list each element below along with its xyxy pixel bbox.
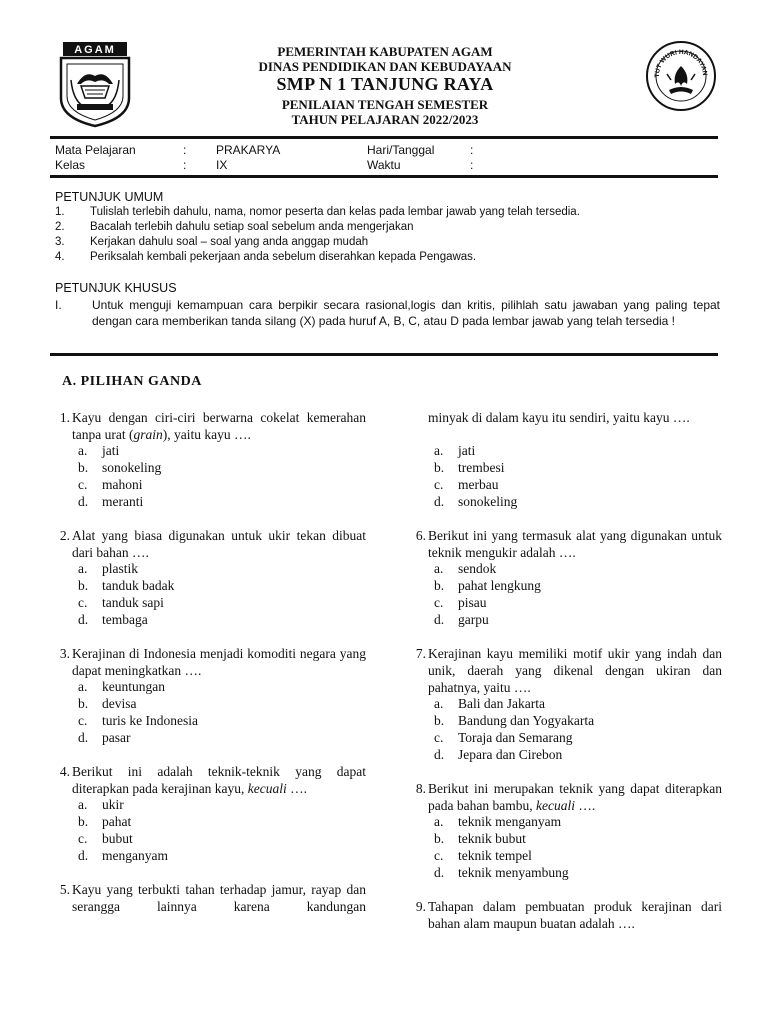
option-text: tanduk badak bbox=[102, 578, 175, 593]
tut-wuri-handayani-logo-icon bbox=[645, 40, 717, 112]
subject-value: PRAKARYA bbox=[216, 143, 281, 157]
exam-title: PENILAIAN TENGAH SEMESTER bbox=[281, 97, 489, 112]
question-5 bbox=[48, 881, 366, 921]
option-letter: d. bbox=[434, 494, 445, 509]
option-text: Bandung dan Yogyakarta bbox=[458, 713, 595, 728]
class-label: Kelas bbox=[55, 158, 86, 172]
general-item-text: Bacalah terlebih dahulu setiap soal sebelum anda mengerjakan bbox=[90, 221, 414, 233]
option-letter: d. bbox=[434, 865, 445, 880]
option-letter: d. bbox=[78, 848, 89, 863]
option-text: teknik menganyam bbox=[458, 814, 562, 829]
question-text-italic: kecuali bbox=[535, 798, 575, 813]
svg-text:TUT WURI HANDAYANI: TUT WURI HANDAYAN bbox=[653, 48, 709, 78]
option-text: trembesi bbox=[458, 460, 505, 475]
option-letter: a. bbox=[434, 696, 444, 711]
question-9 bbox=[404, 898, 722, 938]
option-letter: b. bbox=[78, 814, 89, 829]
option-letter: c. bbox=[78, 713, 88, 728]
option-letter: c. bbox=[434, 848, 444, 863]
time-colon: : bbox=[470, 158, 474, 172]
option-text: pasar bbox=[102, 730, 131, 745]
option-letter: c. bbox=[434, 477, 444, 492]
option-letter: b. bbox=[434, 460, 445, 475]
question-text-part: Berikut ini adalah teknik-teknik yang dapat diterapkan pada kerajinan kayu, bbox=[72, 764, 366, 796]
general-item-text: Kerjakan dahulu soal – soal yang anda anggap mudah bbox=[90, 236, 369, 248]
option-text: turis ke Indonesia bbox=[102, 713, 198, 728]
government-title: PEMERINTAH KABUPATEN AGAM bbox=[277, 44, 493, 59]
question-3 bbox=[48, 645, 366, 685]
option-letter: a. bbox=[78, 797, 88, 812]
special-instructions-title: PETUNJUK KHUSUS bbox=[55, 281, 177, 295]
option-text: teknik tempel bbox=[458, 848, 532, 863]
question-text-part: ), yaitu kayu …. bbox=[162, 427, 251, 442]
option-text: tembaga bbox=[102, 612, 148, 627]
question-text-part: …. bbox=[286, 781, 308, 796]
date-label: Hari/Tanggal bbox=[367, 143, 435, 157]
general-item-number: 1. bbox=[55, 206, 65, 218]
school-name: SMP N 1 TANJUNG RAYA bbox=[276, 74, 494, 94]
question-text: Alat yang biasa digunakan untuk ukir tekan dibuat dari bahan …. bbox=[72, 528, 366, 560]
option-letter: b. bbox=[434, 578, 445, 593]
option-text: mahoni bbox=[102, 477, 143, 492]
option-letter: c. bbox=[78, 595, 88, 610]
option-letter: c. bbox=[434, 730, 444, 745]
option-letter: a. bbox=[434, 443, 444, 458]
question-4 bbox=[48, 763, 366, 803]
option-text: jati bbox=[458, 443, 476, 458]
question-text-italic: kecuali bbox=[247, 781, 287, 796]
question-number: 4. bbox=[59, 764, 70, 779]
question-text: Kayu yang terbukti tahan terhadap jamur, rayap dan serangga lainnya karena kandungan bbox=[72, 882, 366, 914]
option-letter: d. bbox=[78, 730, 89, 745]
class-colon: : bbox=[183, 158, 187, 172]
option-text: sonokeling bbox=[102, 460, 162, 475]
question-7 bbox=[404, 645, 722, 701]
general-item-number: 3. bbox=[55, 236, 65, 248]
option-letter: d. bbox=[78, 612, 89, 627]
option-letter: a. bbox=[434, 814, 444, 829]
question-text: Kerajinan di Indonesia menjadi komoditi negara yang dapat meningkatkan …. bbox=[72, 646, 366, 678]
class-value: IX bbox=[216, 158, 228, 172]
question-text bbox=[72, 409, 366, 443]
question-text bbox=[428, 780, 722, 814]
option-text: Toraja dan Semarang bbox=[458, 730, 573, 745]
academic-year: TAHUN PELAJARAN 2022/2023 bbox=[291, 112, 479, 127]
general-item-number: 2. bbox=[55, 221, 65, 233]
question-text-italic: grain bbox=[133, 427, 163, 442]
subject-label: Mata Pelajaran bbox=[55, 143, 136, 157]
option-text: pahat bbox=[102, 814, 132, 829]
option-text: merbau bbox=[458, 477, 499, 492]
special-item-number: I. bbox=[55, 298, 62, 312]
question-8 bbox=[404, 780, 722, 820]
option-text: jati bbox=[102, 443, 120, 458]
question-6 bbox=[404, 527, 722, 567]
special-item-text: Untuk menguji kemampuan cara berpikir secara rasional,logis dan kritis, pilihlah satu jawaban yang paling tepat dengan cara memberikan tanda silang (X) pada huruf A, B, C, atau D pada lembar jawab yang telah tersedia ! bbox=[92, 298, 720, 328]
option-text: Bali dan Jakarta bbox=[458, 696, 545, 711]
date-colon: : bbox=[470, 143, 474, 157]
option-letter: a. bbox=[78, 561, 88, 576]
option-text: plastik bbox=[102, 561, 138, 576]
svg-text:AGAM: AGAM bbox=[74, 44, 116, 56]
option-letter: c. bbox=[78, 831, 88, 846]
agam-regency-logo-icon bbox=[55, 40, 135, 128]
question-1 bbox=[48, 409, 366, 449]
option-text: garpu bbox=[458, 612, 489, 627]
question-number: 9. bbox=[415, 899, 426, 914]
question-text-part: …. bbox=[574, 798, 596, 813]
option-text: devisa bbox=[102, 696, 137, 711]
option-text: Jepara dan Cirebon bbox=[458, 747, 563, 762]
question-number: 2. bbox=[59, 528, 70, 543]
question-text bbox=[72, 763, 366, 797]
option-letter: a. bbox=[78, 443, 88, 458]
question-number: 3. bbox=[59, 646, 70, 661]
option-text: sendok bbox=[458, 561, 497, 576]
option-text: teknik menyambung bbox=[458, 865, 569, 880]
option-text: ukir bbox=[102, 797, 124, 812]
general-item-number: 4. bbox=[55, 251, 65, 263]
option-text: teknik bubut bbox=[458, 831, 526, 846]
option-text: meranti bbox=[102, 494, 144, 509]
option-letter: b. bbox=[78, 460, 89, 475]
question-number: 1. bbox=[59, 410, 70, 425]
option-letter: c. bbox=[434, 595, 444, 610]
question-number: 7. bbox=[415, 646, 426, 661]
option-text: keuntungan bbox=[102, 679, 165, 694]
option-letter: b. bbox=[78, 696, 89, 711]
instructions-divider bbox=[50, 353, 718, 356]
option-letter: b. bbox=[434, 831, 445, 846]
question-number: 8. bbox=[415, 781, 426, 796]
option-letter: b. bbox=[78, 578, 89, 593]
header-divider bbox=[50, 136, 718, 139]
general-item-text: Tulislah terlebih dahulu, nama, nomor peserta dan kelas pada lembar jawab yang telah tersedia. bbox=[90, 206, 580, 218]
question-text: Berikut ini yang termasuk alat yang digunakan untuk teknik mengukir adalah …. bbox=[428, 528, 722, 560]
question-text-part: Berikut ini merupakan teknik yang dapat diterapkan pada bahan bambu, bbox=[428, 781, 722, 813]
subject-colon: : bbox=[183, 143, 187, 157]
option-letter: d. bbox=[434, 747, 445, 762]
general-instructions-title: PETUNJUK UMUM bbox=[55, 190, 164, 204]
option-text: pisau bbox=[458, 595, 487, 610]
general-item-text: Periksalah kembali pekerjaan anda sebelum diserahkan kepada Pengawas. bbox=[90, 251, 477, 263]
option-letter: d. bbox=[78, 494, 89, 509]
question-text: Tahapan dalam pembuatan produk kerajinan dari bahan alam maupun buatan adalah …. bbox=[428, 899, 722, 931]
option-letter: a. bbox=[78, 679, 88, 694]
option-text: tanduk sapi bbox=[102, 595, 164, 610]
question-5-continuation bbox=[428, 409, 722, 445]
question-number: 5. bbox=[59, 882, 70, 897]
info-divider bbox=[50, 175, 718, 178]
department-title: DINAS PENDIDIKAN DAN KEBUDAYAAN bbox=[258, 59, 512, 74]
option-letter: a. bbox=[434, 561, 444, 576]
question-text-part: Kayu dengan ciri-ciri berwarna cokelat kemerahan tanpa urat ( bbox=[72, 410, 366, 442]
option-letter: b. bbox=[434, 713, 445, 728]
question-2 bbox=[48, 527, 366, 567]
option-text: pahat lengkung bbox=[458, 578, 541, 593]
question-text: minyak di dalam kayu itu sendiri, yaitu kayu …. bbox=[428, 410, 690, 425]
section-a-heading: A. PILIHAN GANDA bbox=[62, 374, 202, 389]
option-letter: c. bbox=[78, 477, 88, 492]
option-text: sonokeling bbox=[458, 494, 518, 509]
option-letter: d. bbox=[434, 612, 445, 627]
time-label: Waktu bbox=[367, 158, 401, 172]
question-text: Kerajinan kayu memiliki motif ukir yang indah dan unik, daerah yang dikenal dengan ukiran dan pahatnya, yaitu …. bbox=[428, 646, 722, 695]
option-text: menganyam bbox=[102, 848, 168, 863]
question-number: 6. bbox=[415, 528, 426, 543]
option-text: bubut bbox=[102, 831, 133, 846]
